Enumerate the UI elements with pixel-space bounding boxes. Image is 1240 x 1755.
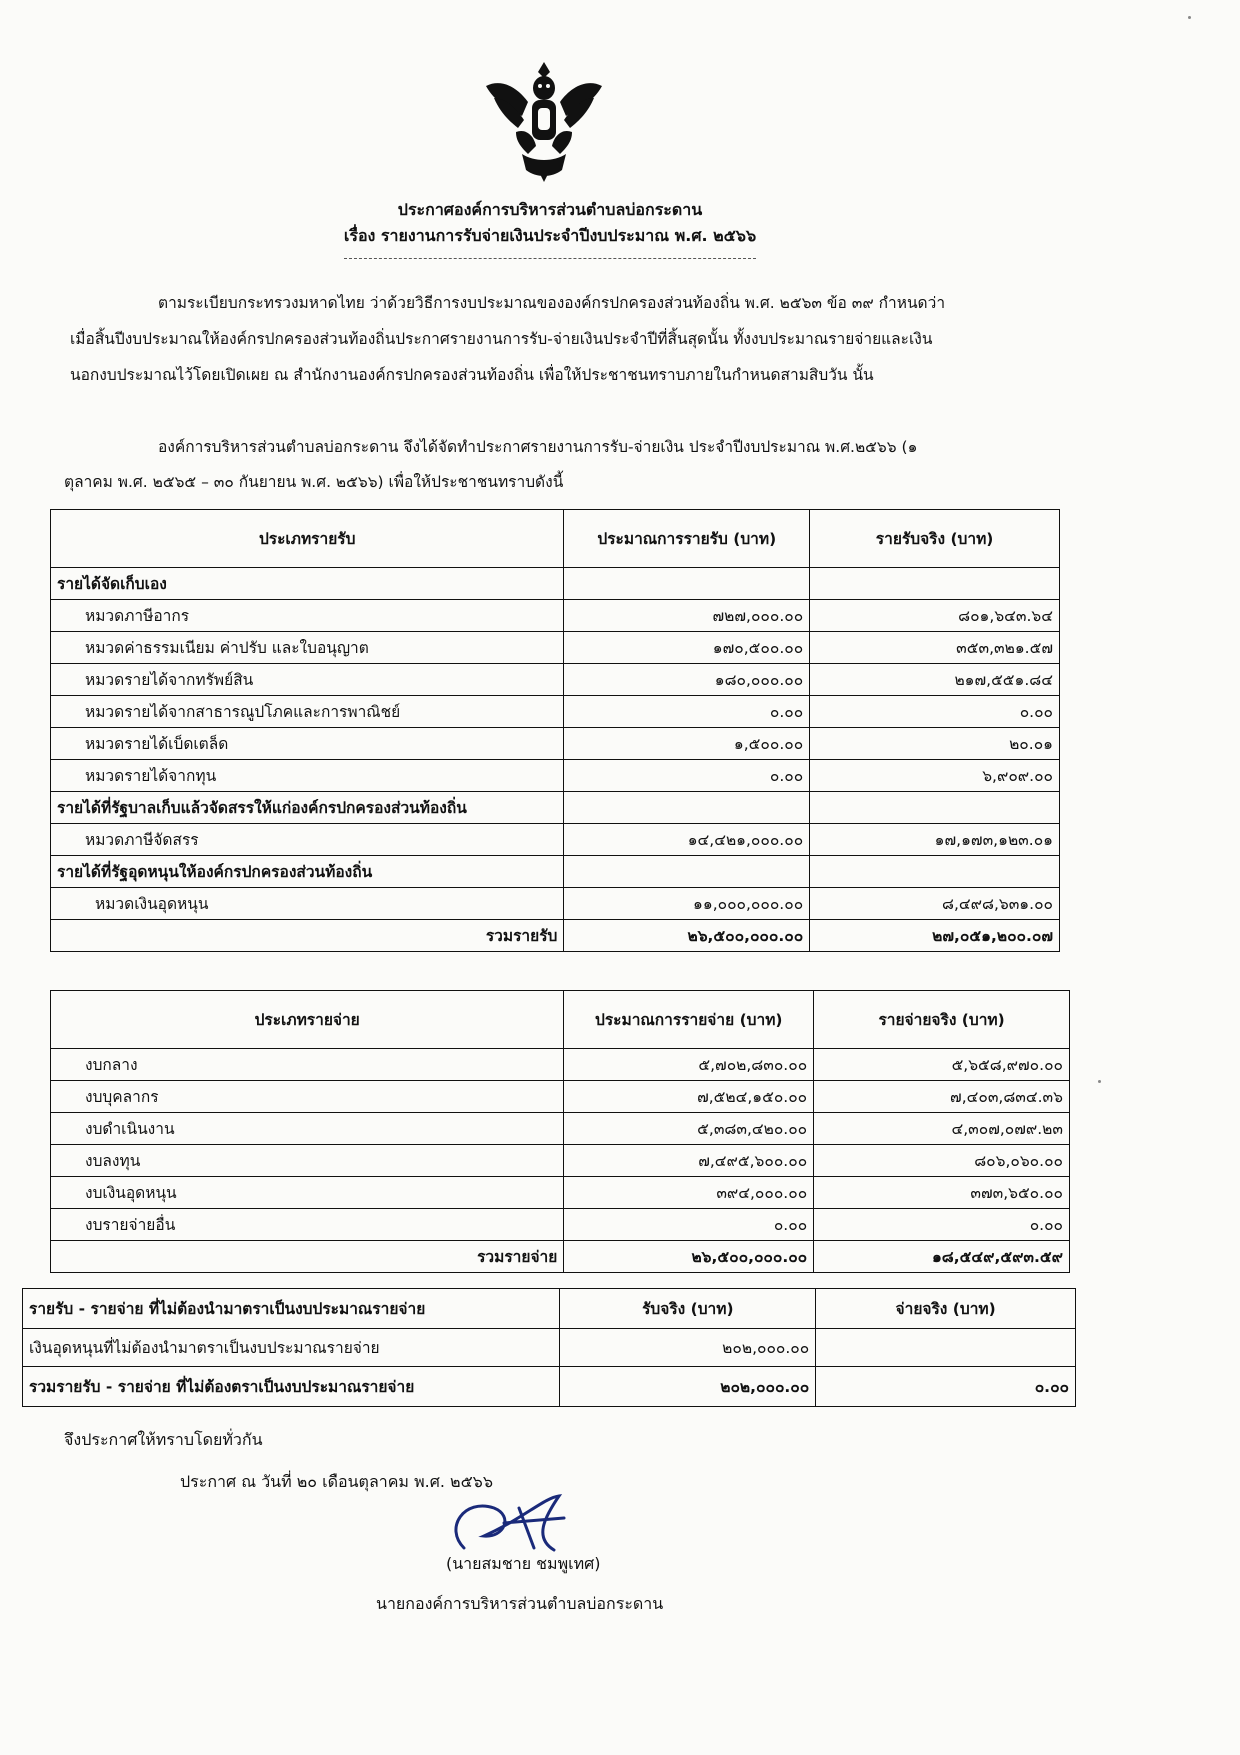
table-row: งบรายจ่ายอื่น ๐.๐๐ ๐.๐๐	[51, 1209, 1070, 1241]
income-total-row: รวมรายรับ ๒๖,๕๐๐,๐๐๐.๐๐ ๒๗,๐๕๑,๒๐๐.๐๗	[51, 920, 1060, 952]
paragraph-2-line-2: ตุลาคม พ.ศ. ๒๕๖๕ – ๓๐ กันยายน พ.ศ. ๒๕๖๖) เพื่อให้ประชาชนทราบดังนี้	[64, 473, 564, 491]
income-header-estimate: ประมาณการรายรับ (บาท)	[564, 510, 810, 568]
signatory-position: นายกองค์การบริหารส่วนตำบลบ่อกระดาน	[376, 1594, 664, 1613]
table-row: หมวดเงินอุดหนุน ๑๑,๐๐๐,๐๐๐.๐๐ ๘,๔๙๘,๖๓๑.๐๐	[51, 888, 1060, 920]
signature	[434, 1488, 584, 1558]
table-row: งบบุคลากร ๗,๕๒๔,๑๕๐.๐๐ ๗,๔๐๓,๘๓๔.๓๖	[51, 1081, 1070, 1113]
table-row: หมวดภาษีจัดสรร ๑๔,๔๒๑,๐๐๐.๐๐ ๑๗,๑๗๓,๑๒๓.๐๑	[51, 824, 1060, 856]
table-row: งบลงทุน ๗,๔๙๕,๖๐๐.๐๐ ๘๐๖,๐๖๐.๐๐	[51, 1145, 1070, 1177]
expense-table	[50, 990, 1070, 1273]
table-row: หมวดภาษีอากร ๗๒๗,๐๐๐.๐๐ ๘๐๑,๖๔๓.๖๔	[51, 600, 1060, 632]
garuda-emblem	[482, 58, 606, 184]
scan-speck	[1098, 1080, 1101, 1083]
table-row: หมวดรายได้เบ็ดเตล็ด ๑,๕๐๐.๐๐ ๒๐.๐๑	[51, 728, 1060, 760]
income-header-actual: รายรับจริง (บาท)	[810, 510, 1060, 568]
signatory-name: (นายสมชาย ชมพูเทศ)	[446, 1554, 601, 1573]
table-row: เงินอุดหนุนที่ไม่ต้องนำมาตราเป็นงบประมาณรายจ่าย ๒๐๒,๐๐๐.๐๐	[23, 1329, 1076, 1367]
paragraph-1-line-1: ตามระเบียบกระทรวงมหาดไทย ว่าด้วยวิธีการงบประมาณขององค์กรปกครองส่วนท้องถิ่น พ.ศ. ๒๕๖๓ ข้อ ๓๙ กำหนดว่า	[158, 294, 946, 312]
offbudget-header-type: รายรับ - รายจ่าย ที่ไม่ต้องนำมาตราเป็นงบประมาณรายจ่าย	[23, 1289, 560, 1329]
table-row: หมวดรายได้จากทรัพย์สิน ๑๘๐,๐๐๐.๐๐ ๒๑๗,๕๕๑.๘๔	[51, 664, 1060, 696]
income-header-type: ประเภทรายรับ	[51, 510, 564, 568]
table-row: หมวดรายได้จากทุน ๐.๐๐ ๖,๙๐๙.๐๐	[51, 760, 1060, 792]
income-group-allocated: รายได้ที่รัฐบาลเก็บแล้วจัดสรรให้แก่องค์กรปกครองส่วนท้องถิ่น	[51, 792, 564, 824]
expense-total-row: รวมรายจ่าย ๒๖,๕๐๐,๐๐๐.๐๐ ๑๘,๕๔๙,๕๙๓.๕๙	[51, 1241, 1070, 1273]
offbudget-header-paid: จ่ายจริง (บาท)	[816, 1289, 1076, 1329]
announcement-title: ประกาศองค์การบริหารส่วนตำบลบ่อกระดาน	[397, 200, 703, 219]
table-row: หมวดค่าธรรมเนียม ค่าปรับ และใบอนุญาต ๑๗๐,๕๐๐.๐๐ ๓๕๓,๓๒๑.๕๗	[51, 632, 1060, 664]
income-group-subsidy: รายได้ที่รัฐอุดหนุนให้องค์กรปกครองส่วนท้องถิ่น	[51, 856, 564, 888]
announcement-date: ประกาศ ณ วันที่ ๒๐ เดือนตุลาคม พ.ศ. ๒๕๖๖	[180, 1472, 493, 1491]
table-row: งบกลาง ๕,๗๐๒,๘๓๐.๐๐ ๕,๖๕๘,๙๗๐.๐๐	[51, 1049, 1070, 1081]
paragraph-1-line-2: เมื่อสิ้นปีงบประมาณให้องค์กรปกครองส่วนท้องถิ่นประกาศรายงานการรับ-จ่ายเงินประจำปีที่สิ้นสุดนั้น ทั้งงบประมาณรายจ่ายและเงิน	[70, 330, 933, 348]
offbudget-header-received: รับจริง (บาท)	[560, 1289, 816, 1329]
income-table	[50, 509, 1060, 952]
table-row: งบเงินอุดหนุน ๓๙๔,๐๐๐.๐๐ ๓๗๓,๖๕๐.๐๐	[51, 1177, 1070, 1209]
paragraph-1-line-3: นอกงบประมาณไว้โดยเปิดเผย ณ สำนักงานองค์กรปกครองส่วนท้องถิ่น เพื่อให้ประชาชนทราบภายในกำหนดสามสิบวัน นั้น	[70, 366, 874, 384]
expense-header-actual: รายจ่ายจริง (บาท)	[814, 991, 1070, 1049]
closing-statement: จึงประกาศให้ทราบโดยทั่วกัน	[64, 1430, 263, 1449]
offbudget-total-row: รวมรายรับ - รายจ่าย ที่ไม่ต้องตราเป็นงบประมาณรายจ่าย ๒๐๒,๐๐๐.๐๐ ๐.๐๐	[23, 1367, 1076, 1407]
income-group-own: รายได้จัดเก็บเอง	[51, 568, 564, 600]
divider	[344, 258, 756, 259]
announcement-subject: เรื่อง รายงานการรับจ่ายเงินประจำปีงบประมาณ พ.ศ. ๒๕๖๖	[343, 226, 757, 245]
expense-header-type: ประเภทรายจ่าย	[51, 991, 564, 1049]
paragraph-2-line-1: องค์การบริหารส่วนตำบลบ่อกระดาน จึงได้จัดทำประกาศรายงานการรับ-จ่ายเงิน ประจำปีงบประมาณ พ.ศ.๒๕๖๖ (๑	[158, 438, 918, 456]
table-row: หมวดรายได้จากสาธารณูปโภคและการพาณิชย์ ๐.๐๐ ๐.๐๐	[51, 696, 1060, 728]
table-row: งบดำเนินงาน ๕,๓๘๓,๔๒๐.๐๐ ๔,๓๐๗,๐๗๙.๒๓	[51, 1113, 1070, 1145]
offbudget-table	[22, 1288, 1076, 1407]
scan-speck	[1188, 16, 1191, 19]
expense-header-estimate: ประมาณการรายจ่าย (บาท)	[564, 991, 814, 1049]
